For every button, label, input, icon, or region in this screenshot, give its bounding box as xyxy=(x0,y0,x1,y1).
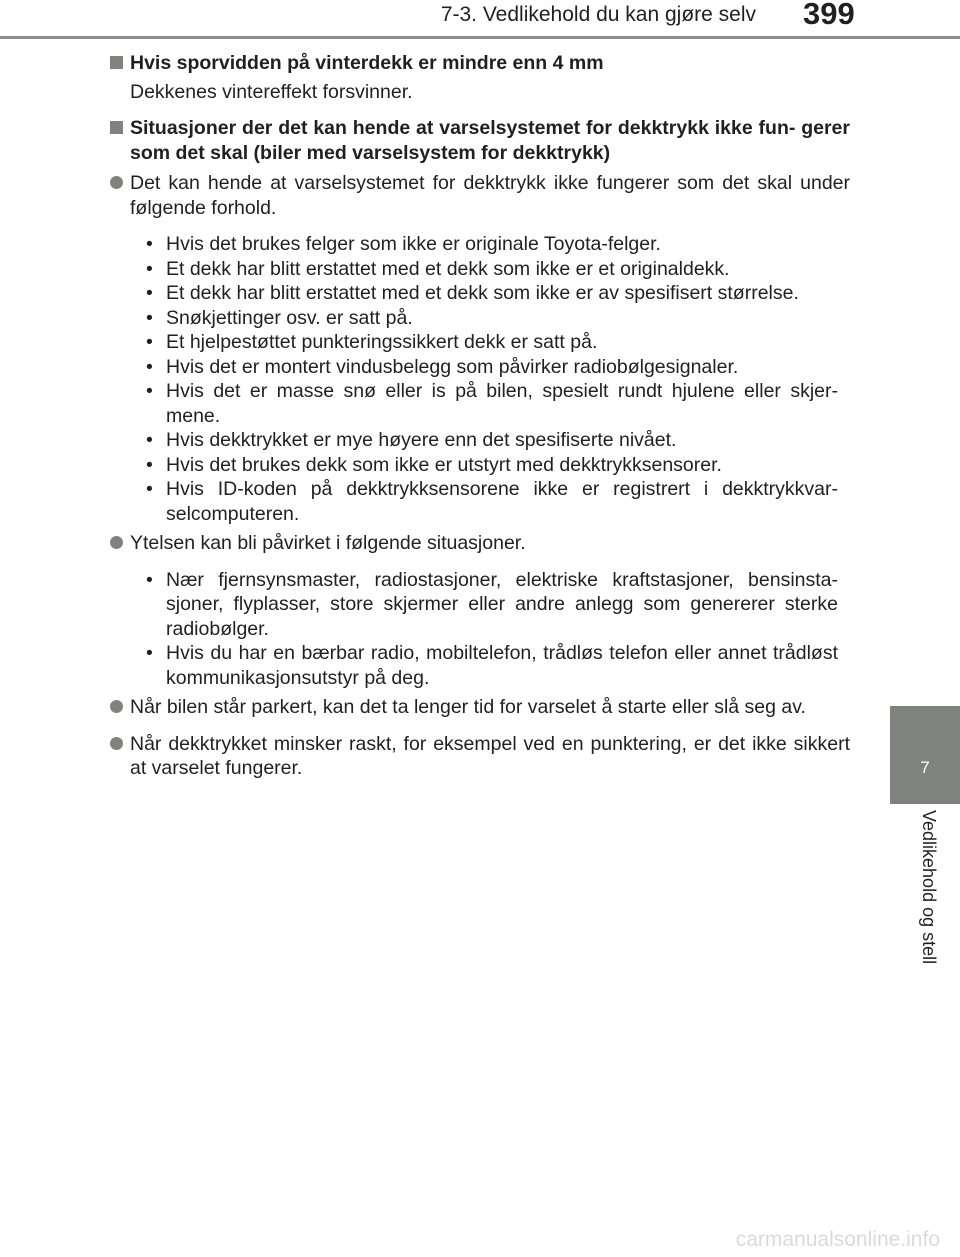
bullet-dot-icon: • xyxy=(146,306,153,329)
chapter-number: 7 xyxy=(920,758,930,777)
square-marker-icon xyxy=(110,56,123,69)
list-item-text: Et dekk har blitt erstattet med et dekk som ikke er av spesifisert størrelse. xyxy=(166,282,799,304)
section-heading xyxy=(110,51,850,76)
list-item-text: Hvis det er masse snø eller is på bilen, spesielt rundt hjulene eller skjer- mene. xyxy=(166,380,838,427)
bullet-dot-icon: • xyxy=(146,282,153,304)
list-item-text: Hvis ID-koden på dekktrykksensorene ikke er registrert i dekktrykkvar- selcomputeren. xyxy=(166,478,838,525)
list-item-text: Et hjelpestøttet punkteringssikkert dekk er satt på. xyxy=(166,331,598,353)
section-heading-text: Hvis sporvidden på vinterdekk er mindre enn 4 mm xyxy=(130,52,604,74)
header-rule xyxy=(0,36,960,39)
list-item xyxy=(144,281,850,306)
list-item-text: Snøkjettinger osv. er satt på. xyxy=(166,306,413,329)
list-item xyxy=(144,568,850,642)
bullet-dot-icon: • xyxy=(146,233,153,255)
section-heading xyxy=(110,116,850,165)
bullet-paragraph xyxy=(110,171,850,220)
bullet-paragraph-text: Ytelsen kan bli påvirket i følgende situasjoner. xyxy=(130,532,526,554)
chapter-side-label-text: Vedlikehold og stell xyxy=(919,810,939,965)
bullet-dot-icon: • xyxy=(146,331,153,353)
bullet-paragraph xyxy=(110,531,850,556)
circle-bullet-icon xyxy=(110,737,123,750)
bullet-dot-icon: • xyxy=(146,257,153,280)
list-item-text: Nær fjernsynsmaster, radiostasjoner, elektriske kraftstasjoner, bensinsta- sjoner, flyplasser, store skjermer eller andre anlegg som genererer sterke radiobølger. xyxy=(166,568,838,640)
bullet-dot-icon: • xyxy=(146,380,153,402)
situation-list xyxy=(110,568,850,691)
section-text: Dekkenes vintereffekt forsvinner. xyxy=(130,80,413,103)
list-item xyxy=(144,330,850,355)
list-item xyxy=(144,428,850,453)
watermark: carmanualsonline.info xyxy=(735,1228,940,1251)
list-item-text: Hvis det er montert vindusbelegg som påvirker radiobølgesignaler. xyxy=(166,355,739,378)
list-item xyxy=(144,453,850,478)
bullet-paragraph-text: Det kan hende at varselsystemet for dekktrykk ikke fungerer som det skal under følgende forhold. xyxy=(130,172,850,219)
list-item xyxy=(144,257,850,282)
list-item xyxy=(144,232,850,257)
chapter-side-label xyxy=(918,810,940,1015)
list-item-text: Hvis det brukes felger som ikke er originale Toyota-felger. xyxy=(166,233,661,255)
bullet-dot-icon: • xyxy=(146,568,153,591)
bullet-paragraph xyxy=(110,732,850,781)
page-number: 399 xyxy=(803,0,855,31)
list-item xyxy=(144,379,850,428)
bullet-paragraph xyxy=(110,695,850,720)
bullet-dot-icon: • xyxy=(146,453,153,476)
bullet-dot-icon: • xyxy=(146,429,153,451)
list-item xyxy=(144,641,850,690)
list-item-text: Hvis dekktrykket er mye høyere enn det spesifiserte nivået. xyxy=(166,429,677,451)
list-item-text: Hvis det brukes dekk som ikke er utstyrt med dekktrykksensorer. xyxy=(166,453,722,476)
page-content xyxy=(110,51,850,781)
circle-bullet-icon xyxy=(110,536,123,549)
circle-bullet-icon xyxy=(110,176,123,189)
square-marker-icon xyxy=(110,121,123,134)
list-item xyxy=(144,306,850,331)
bullet-paragraph-text: Når bilen står parkert, kan det ta lenger tid for varselet å starte eller slå seg av. xyxy=(130,696,806,718)
list-item-text: Hvis du har en bærbar radio, mobiltelefon, trådløs telefon eller annet trådløst kommunikasjonsutstyr på deg. xyxy=(166,642,838,689)
bullet-dot-icon: • xyxy=(146,478,153,500)
condition-list xyxy=(110,232,850,526)
list-item-text: Et dekk har blitt erstattet med et dekk som ikke er et originaldekk. xyxy=(166,257,730,280)
circle-bullet-icon xyxy=(110,700,123,713)
section-heading-text: Situasjoner der det kan hende at varselsystemet for dekktrykk ikke fun- gerer som det skal (biler med varselsystem for dekktrykk) xyxy=(130,117,850,164)
bullet-dot-icon: • xyxy=(146,642,153,664)
chapter-title: 7-3. Vedlikehold du kan gjøre selv xyxy=(440,3,756,26)
bullet-paragraph-text: Når dekktrykket minsker raskt, for eksempel ved en punktering, er det ikke sikkert at varselet fungerer. xyxy=(130,732,850,779)
list-item xyxy=(144,477,850,526)
bullet-dot-icon: • xyxy=(146,355,153,378)
chapter-side-tab xyxy=(890,706,960,804)
list-item xyxy=(144,355,850,380)
